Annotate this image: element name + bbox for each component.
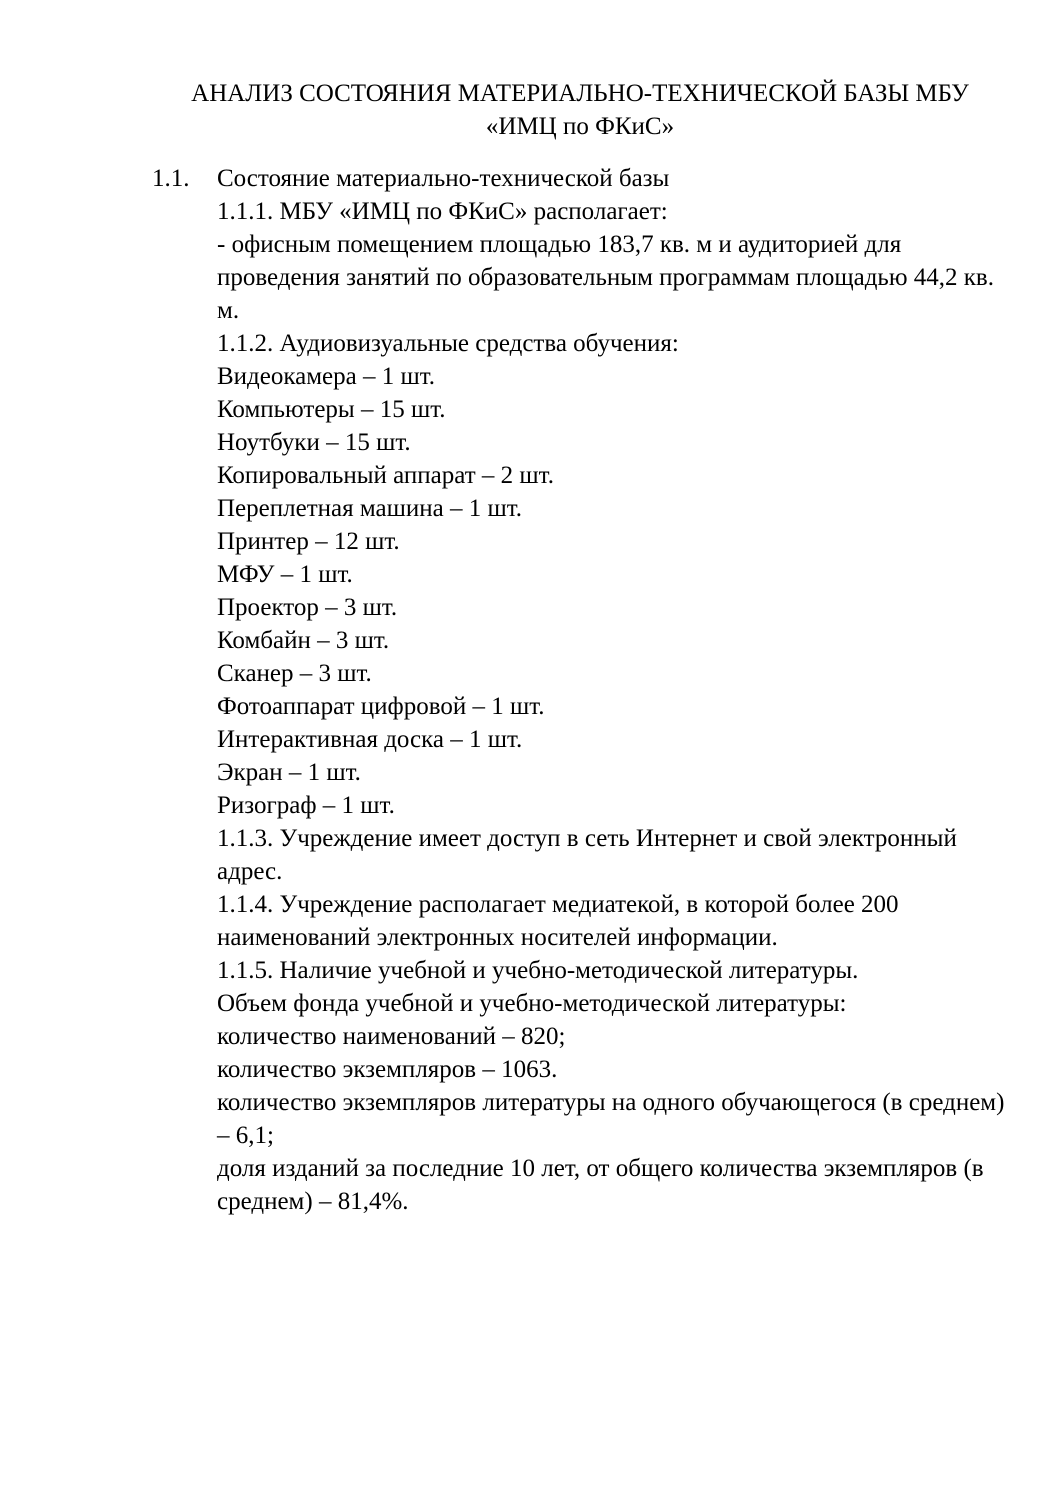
text-line: м. [217,297,240,324]
text-line: Ноутбуки – 15 шт. [217,429,411,456]
text-line: Объем фонда учебной и учебно-методической литературы: [217,990,847,1017]
text-line: МФУ – 1 шт. [217,561,353,588]
text-line: Компьютеры – 15 шт. [217,396,446,423]
text-line: среднем) – 81,4%. [217,1188,409,1215]
document-title-line1: АНАЛИЗ СОСТОЯНИЯ МАТЕРИАЛЬНО-ТЕХНИЧЕСКОЙ БАЗЫ МБУ [191,80,969,107]
text-line: количество экземпляров литературы на одного обучающегося (в среднем) [217,1089,1005,1116]
text-line: 1.1.1. МБУ «ИМЦ по ФКиС» располагает: [217,198,668,225]
text-line: 1.1.2. Аудиовизуальные средства обучения: [217,330,679,357]
text-line: адрес. [217,858,283,885]
text-line: Принтер – 12 шт. [217,528,400,555]
text-line: Фотоаппарат цифровой – 1 шт. [217,693,545,720]
text-line: Проектор – 3 шт. [217,594,398,621]
text-line: 1.1.4. Учреждение располагает медиатекой, в которой более 200 [217,891,899,918]
text-line: проведения занятий по образовательным программам площадью 44,2 кв. [217,264,994,291]
text-line: количество наименований – 820; [217,1023,566,1050]
text-line: Ризограф – 1 шт. [217,792,395,819]
text-line: Копировальный аппарат – 2 шт. [217,462,554,489]
text-line: Комбайн – 3 шт. [217,627,390,654]
text-line: 1.1.3. Учреждение имеет доступ в сеть Интернет и свой электронный [217,825,957,852]
text-line: наименований электронных носителей информации. [217,924,778,951]
document-title [152,77,1008,143]
text-line: количество экземпляров – 1063. [217,1056,558,1083]
section-heading: Состояние материально-технической базы [217,165,670,192]
text-line: Переплетная машина – 1 шт. [217,495,522,522]
text-line: Экран – 1 шт. [217,759,361,786]
text-line: Интерактивная доска – 1 шт. [217,726,523,753]
section-heading-line [152,162,1008,195]
document-body [152,162,1008,1218]
text-line: доля изданий за последние 10 лет, от общего количества экземпляров (в [217,1155,984,1182]
section-number: 1.1. [152,165,190,192]
text-line: 1.1.5. Наличие учебной и учебно-методической литературы. [217,957,859,984]
text-line: – 6,1; [217,1122,274,1149]
text-line: Видеокамера – 1 шт. [217,363,436,390]
text-line: Сканер – 3 шт. [217,660,372,687]
text-line: - офисным помещением площадью 183,7 кв. м и аудиторией для [217,231,902,258]
document-title-line2: «ИМЦ по ФКиС» [485,113,675,140]
